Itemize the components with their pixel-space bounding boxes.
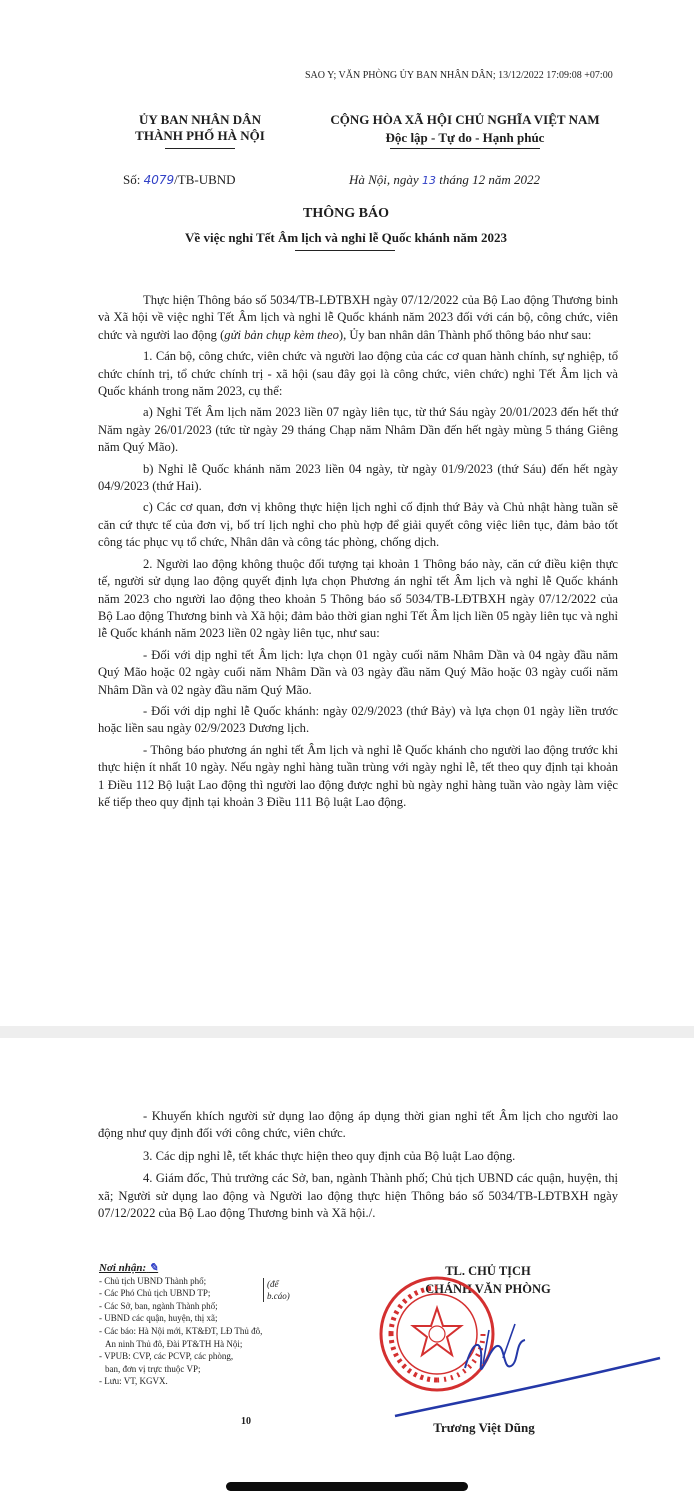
paragraph-1b: b) Nghỉ lễ Quốc khánh năm 2023 liền 04 ngày, từ ngày 01/9/2023 (thứ Sáu) đến hết ngày 04/9/2023 (thứ Hai). — [98, 461, 618, 494]
document-subtitle: Về việc nghỉ Tết Âm lịch và nghỉ lễ Quốc khánh năm 2023 — [185, 230, 507, 245]
agency-underline — [165, 148, 235, 149]
recipient-item: - UBND các quận, huyện, thị xã; — [99, 1313, 218, 1324]
document-page-1 — [5, 14, 687, 1026]
recipient-item: - Các Sở, ban, ngành Thành phố; — [99, 1300, 218, 1311]
paragraph-2: 2. Người lao động không thuộc đối tượng tại khoản 1 Thông báo này, căn cứ điều kiện thực tế, người sử dụng lao động quyết định lựa chọn Phương án nghỉ tết Âm lịch và nghỉ lễ Quốc khánh năm 2023 cho người lao động theo khoản 5 Thông báo số 5034/TB-LĐTBXH ngày 07/12/2022 của Bộ Lao động Thương binh và Xã hội; đảm bảo thời gian nghỉ Tết Âm lịch liền 05 ngày liên tục và nghỉ lễ Quốc khánh năm 2023 liền 02 ngày liên tục, như sau: — [98, 556, 618, 641]
issuing-agency — [105, 112, 295, 144]
paragraph-1c: c) Các cơ quan, đơn vị không thực hiện lịch nghỉ cố định thứ Bảy và Chủ nhật hàng tuần sẽ căn cứ thực tế của đơn vị, bố trí lịch nghỉ cho phù hợp để giải quyết công việc liên tục, đảm bảo tốt công tác phục vụ tổ chức, Nhân dân và công tác phòng, chống dịch. — [98, 500, 618, 550]
recipient-item: - Các Phó Chủ tịch UBND TP; — [99, 1288, 211, 1299]
document-date: Hà Nội, ngày 13 tháng 12 năm 2022 — [349, 172, 540, 187]
national-motto: Độc lập - Tự do - Hạnh phúc — [385, 130, 545, 145]
paragraph-2-encourage: - Khuyến khích người sử dụng lao động áp dụng thời gian nghỉ tết Âm lịch cho người lao động như quy định đối với công chức, viên chức. — [98, 1109, 618, 1141]
recipient-item: - Chủ tịch UBND Thành phố; — [99, 1275, 207, 1286]
recipients-handwritten-mark: ✎ — [148, 1262, 159, 1274]
recipient-item: ban, đơn vị trực thuộc VP; — [105, 1363, 201, 1374]
document-title: THÔNG BÁO — [303, 206, 389, 221]
document-number: Số: 4079/TB-UBND — [123, 172, 236, 187]
document-page-2 — [5, 1038, 687, 1466]
page2-body — [98, 1108, 618, 1227]
national-title: CỘNG HÒA XÃ HỘI CHỦ NGHĨA VIỆT NAM — [330, 112, 600, 127]
agency-line-1: ỦY BAN NHÂN DÂN — [139, 112, 261, 127]
paragraph-intro: Thực hiện Thông báo số 5034/TB-LĐTBXH ngày 07/12/2022 của Bộ Lao động Thương binh và Xã hội về việc nghỉ Tết Âm lịch và nghỉ lễ Quốc khánh năm 2023 đối với cán bộ, công chức, viên chức và người lao động (gửi bản chụp kèm theo), Ủy ban nhân dân Thành phố thông báo như sau: — [98, 293, 618, 342]
agency-line-2: THÀNH PHỐ HÀ NỘI — [135, 128, 265, 143]
paragraph-1: 1. Cán bộ, công chức, viên chức và người lao động của các cơ quan hành chính, sự nghiệp, tổ chức chính trị, tổ chức chính trị - xã hội (sau đây gọi là công chức, viên chức) nghỉ Tết Âm lịch và Quốc khánh trong năm 2023, cụ thể: — [98, 349, 618, 399]
digital-copy-stamp: SAO Y; VĂN PHÒNG ỦY BAN NHÂN DÂN; 13/12/2022 17:09:08 +07:00 — [305, 70, 613, 81]
recipient-item: An ninh Thủ đô, Đài PT&TH Hà Nội; — [105, 1338, 243, 1349]
recipient-item: - VPUB: CVP, các PCVP, các phòng, — [99, 1351, 234, 1362]
recipients-block — [99, 1262, 369, 1388]
page1-body — [98, 292, 618, 811]
paragraph-2-tet: - Đối với dịp nghỉ tết Âm lịch: lựa chọn 01 ngày cuối năm Nhâm Dần và 04 ngày đầu năm Quý Mão hoặc 02 ngày cuối năm Nhâm Dần và 03 ngày đầu năm Quý Mão hoặc 03 ngày cuối năm Nhâm Dần và 02 ngày đầu năm Quý Mão. — [98, 647, 618, 697]
motto-underline — [390, 148, 540, 149]
home-indicator[interactable] — [226, 1482, 468, 1491]
handwritten-day: 13 — [421, 174, 436, 187]
recipients-heading: Nơi nhận: ✎ — [99, 1262, 159, 1274]
recipient-item: - Lưu: VT, KGVX. — [99, 1376, 168, 1387]
report-bracket-note: (để b.cáo) — [263, 1278, 290, 1302]
signatory-title-line-2: CHÁNH VĂN PHÒNG — [425, 1282, 551, 1296]
paragraph-2-notice: - Thông báo phương án nghỉ tết Âm lịch và nghỉ lễ Quốc khánh cho người lao động trước khi thực hiện ít nhất 10 ngày. Nếu ngày nghỉ hàng tuần trùng với ngày nghỉ lễ, tết theo quy định tại khoản 1 Điều 112 Bộ luật Lao động thì người lao động được nghỉ bù ngày nghỉ hàng tuần vào ngày làm việc kế tiếp theo quy định tại khoản 3 Điều 111 Bộ luật Lao động. — [98, 742, 618, 809]
handwritten-number: 4079 — [143, 173, 175, 187]
paragraph-4: 4. Giám đốc, Thủ trưởng các Sở, ban, ngành Thành phố; Chủ tịch UBND các quận, huyện, thị xã; Người sử dụng lao động và Người lao động thực hiện Thông báo số 5034/TB-LĐTBXH ngày 07/12/2022 của Bộ Lao động Thương binh và Xã hội./. — [98, 1171, 618, 1221]
recipient-item: - Các báo: Hà Nội mới, KT&ĐT, LĐ Thủ đô, — [99, 1325, 263, 1336]
signatory-title-line-1: TL. CHỦ TỊCH — [445, 1264, 531, 1278]
paragraph-3: 3. Các dịp nghỉ lễ, tết khác thực hiện theo quy định của Bộ luật Lao động. — [143, 1148, 516, 1163]
page-gap — [0, 1026, 694, 1038]
subtitle-underline — [295, 250, 395, 251]
paragraph-1a: a) Nghỉ Tết Âm lịch năm 2023 liền 07 ngày liên tục, từ thứ Sáu ngày 20/01/2023 đến hết thứ Năm ngày 26/01/2023 (tức từ ngày 29 tháng Chạp năm Nhâm Dần đến hết ngày mùng 5 tháng Giêng năm Quý Mão). — [98, 405, 618, 455]
handwritten-signature-icon — [365, 1308, 665, 1428]
page-mark: 10 — [241, 1416, 251, 1427]
signatory-name: Trương Việt Dũng — [433, 1420, 535, 1435]
paragraph-2-national-day: - Đối với dịp nghỉ lễ Quốc khánh: ngày 02/9/2023 (thứ Bảy) và lựa chọn 01 ngày liền trước hoặc liền sau ngày 02/9/2023 Dương lịch. — [98, 703, 618, 736]
